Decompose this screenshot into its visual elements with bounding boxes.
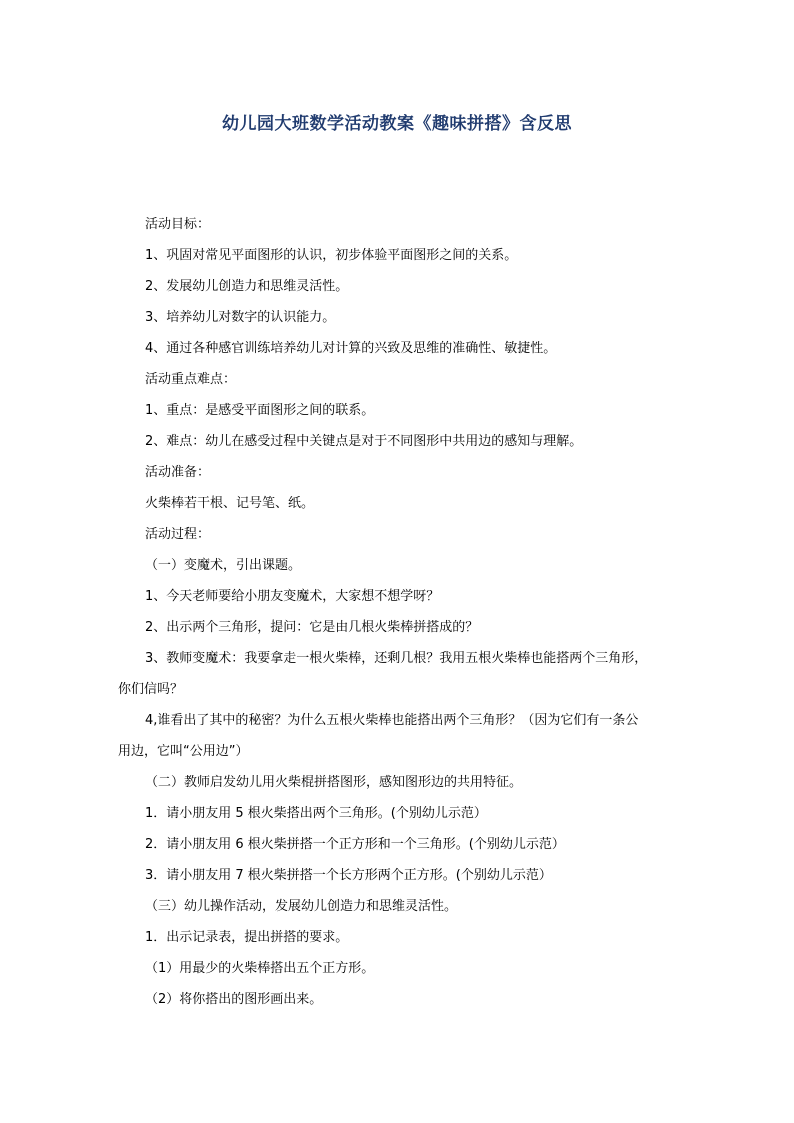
paragraph: 4,谁看出了其中的秘密？为什么五根火柴棒也能搭出两个三角形？（因为它们有一条公 <box>145 713 639 728</box>
paragraph: （一）变魔术，引出课题。 <box>145 558 302 573</box>
paragraph: 1．出示记录表，提出拼搭的要求。 <box>145 930 349 945</box>
section-heading-goals: 活动目标： <box>145 217 211 232</box>
paragraph: 3．请小朋友用 7 根火柴拼搭一个长方形两个正方形。(个别幼儿示范） <box>145 868 552 883</box>
section-heading-key-points: 活动重点难点： <box>145 372 237 387</box>
paragraph: （1）用最少的火柴棒搭出五个正方形。 <box>145 961 375 976</box>
paragraph: 3、培养幼儿对数字的认识能力。 <box>145 310 336 325</box>
paragraph: 4、通过各种感官训练培养幼儿对计算的兴致及思维的准确性、敏捷性。 <box>145 341 557 356</box>
document-title: 幼儿园大班数学活动教案《趣味拼搭》含反思 <box>222 114 572 134</box>
paragraph: 2、出示两个三角形，提问：它是由几根火柴棒拼搭成的？ <box>145 620 479 635</box>
paragraph: 火柴棒若干根、记号笔、纸。 <box>145 496 315 511</box>
paragraph-continuation: 你们信吗？ <box>118 682 184 697</box>
paragraph: （三）幼儿操作活动，发展幼儿创造力和思维灵活性。 <box>145 899 458 914</box>
paragraph: 2、难点：幼儿在感受过程中关键点是对于不同图形中共用边的感知与理解。 <box>145 434 583 449</box>
paragraph: 1、重点：是感受平面图形之间的联系。 <box>145 403 375 418</box>
paragraph: 3、教师变魔术：我要拿走一根火柴棒，还剩几根？我用五根火柴棒也能搭两个三角形， <box>145 651 648 666</box>
paragraph: 1、今天老师要给小朋友变魔术，大家想不想学呀？ <box>145 589 440 604</box>
paragraph: （二）教师启发幼儿用火柴棍拼搭图形，感知图形边的共用特征。 <box>145 775 523 790</box>
paragraph: 1、巩固对常见平面图形的认识，初步体验平面图形之间的关系。 <box>145 248 518 263</box>
section-heading-process: 活动过程： <box>145 527 211 542</box>
paragraph: 2．请小朋友用 6 根火柴拼搭一个正方形和一个三角形。(个别幼儿示范） <box>145 837 565 852</box>
paragraph: 1．请小朋友用 5 根火柴搭出两个三角形。(个别幼儿示范） <box>145 806 487 821</box>
paragraph: （2）将你搭出的图形画出来。 <box>145 992 323 1007</box>
paragraph: 2、发展幼儿创造力和思维灵活性。 <box>145 279 349 294</box>
section-heading-preparation: 活动准备： <box>145 465 211 480</box>
document-body <box>118 209 678 1015</box>
paragraph-continuation: 用边，它叫“公用边”） <box>118 744 249 759</box>
